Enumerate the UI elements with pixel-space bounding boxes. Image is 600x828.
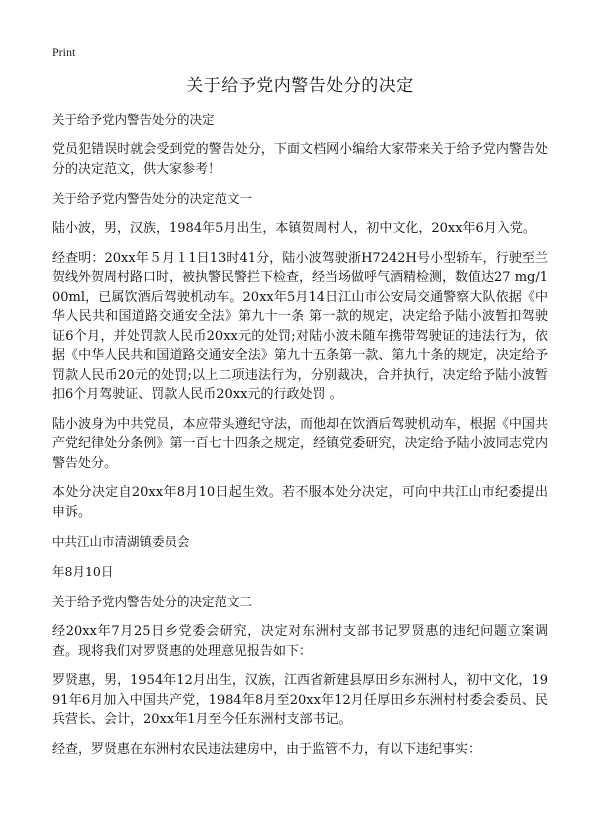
sample-two-paragraph-3: 经查，罗贤惠在东洲村农民违法建房中，由于监管不力，有以下违纪事实： (52, 741, 482, 757)
intro-paragraph: 党员犯错误时就会受到党的警告处分，下面文档网小编给大家带来关于给予党内警告处分的决定范文，供大家参考！ (52, 142, 548, 177)
sample-one-heading: 关于给予党内警告处分的决定范文一 (52, 191, 253, 206)
sample-one-paragraph-1: 陆小波，男，汉族，1984年5月出生，本镇贺周村人，初中文化，20xx年6月入党。 (52, 221, 536, 236)
sample-two-paragraph-1: 经20xx年7月25日乡党委会研究，决定对东洲村支部书记罗贤惠的违纪问题立案调查。现将我们对罗贤惠的处理意见报告如下： (52, 624, 548, 659)
sample-one-paragraph-4: 本处分决定自20xx年8月10日起生效。若不服本处分决定，可向中共江山市纪委提出申诉。 (52, 485, 548, 520)
sample-one-paragraph-3: 陆小波身为中共党员，本应带头遵纪守法，而他却在饮酒后驾驶机动车，根据《中国共产党纪律处分条例》第一百七十四条之规定，经镇党委研究，决定给予陆小波同志党内警告处分。 (52, 416, 548, 471)
document-title: 关于给予党内警告处分的决定 (186, 76, 414, 96)
sample-two-paragraph-2: 罗贤惠，男，1954年12月出生，汉族，江西省新建县厚田乡东洲村人，初中文化，1991年6月加入中国共产党，1984年8月至20xx年12月任厚田乡东洲村村委会委员、民兵营长、会计，20xx年1月至今任东洲村支部书记。 (52, 673, 548, 727)
sample-one-paragraph-2: 经查明：20xx年５月１1日13时41分，陆小波驾驶浙H7242H号小型轿车，行驶至兰贺线外贺周村路口时，被执警民警拦下检查，经当场做呼气酒精检测，数值达27 mg/100ml，已属饮酒后驾驶机动车。20xx年5月14日江山市公安局交通警察大队依据《中华人民共和国道路交通安全法》第九十一条 第一款的规定，决定给予陆小波暂扣驾驶证6个月，并处罚款人民币20xx元的处罚;对陆小波未随车携带驾驶证的违法行为，依据《中华人民共和国道路交通安全法》第九十五条第一款、第九十条的规定，决定给予罚款人民币20元的处罚;以上二项违法行为，分别裁决，合并执行，决定给予陆小波暂扣6个月驾驶证、罚款人民币20xx元的行政处罚 。 (52, 250, 548, 402)
sample-one-date: 年8月10日 (52, 564, 114, 579)
sample-one-signature: 中共江山市清湖镇委员会 (52, 534, 190, 549)
print-link[interactable]: Print (52, 45, 76, 59)
section-subtitle: 关于给予党内警告处分的决定 (52, 112, 215, 127)
sample-two-heading: 关于给予党内警告处分的决定范文二 (52, 594, 253, 609)
